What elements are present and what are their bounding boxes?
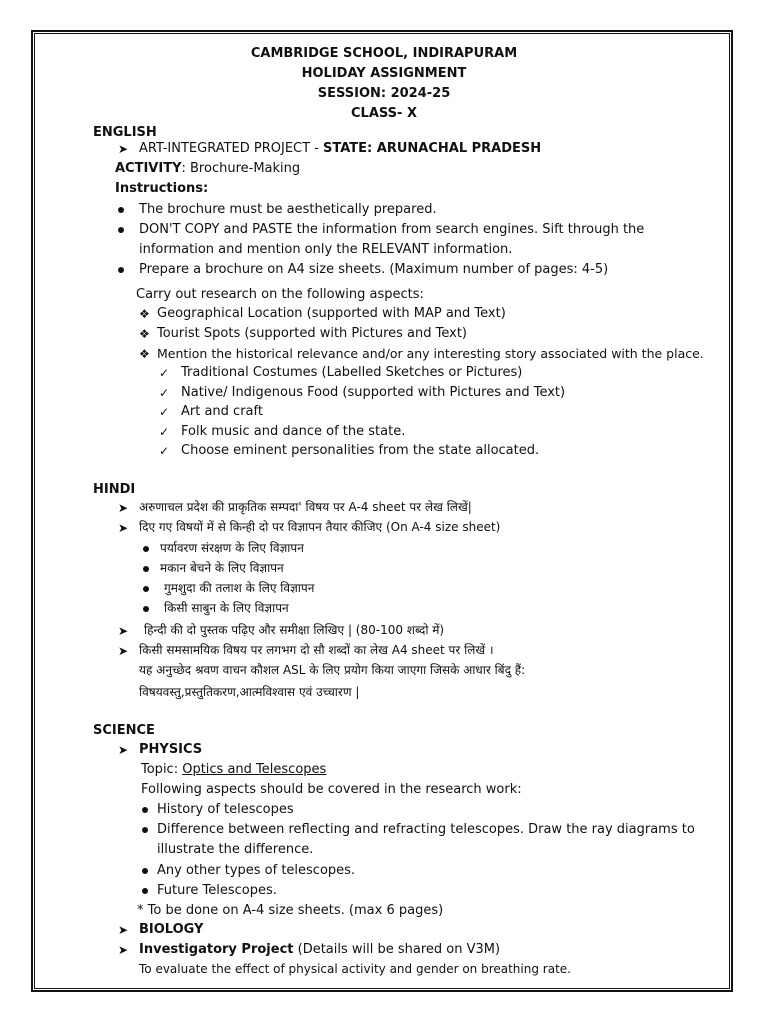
hindi-item: किसी समसामयिक विषय पर लगभग दो सौ शब्दों का लेख A4 sheet पर लिखें ।	[139, 643, 494, 657]
aspects-intro: Following aspects should be covered in the research work:	[141, 782, 522, 797]
english-bullet: DON'T COPY and PASTE the information from search engines. Sift through the	[139, 222, 645, 237]
physics-note: * To be done on A-4 size sheets. (max 6 pages)	[137, 903, 444, 918]
check-icon: ✓	[159, 444, 170, 458]
check-icon: ✓	[159, 425, 170, 439]
arrow-bullet-icon: ➤	[118, 142, 129, 156]
hindi-ad-item: किसी साबुन के लिए विज्ञापन	[164, 601, 289, 615]
bullet-dot-icon	[118, 207, 124, 213]
arrow-bullet-icon: ➤	[118, 521, 129, 535]
school-name: CAMBRIDGE SCHOOL, INDIRAPURAM	[250, 46, 518, 61]
class-line: CLASS- X	[351, 106, 417, 121]
bullet-dot-icon	[142, 888, 148, 894]
diamond-bullet-icon: ❖	[139, 327, 150, 341]
physics-bullet: Future Telescopes.	[157, 883, 277, 898]
assignment-title: HOLIDAY ASSIGNMENT	[301, 66, 467, 81]
arrow-bullet-icon: ➤	[118, 624, 129, 638]
physics-bullet: Any other types of telescopes.	[157, 863, 356, 878]
topic-line	[141, 762, 326, 778]
arrow-bullet-icon: ➤	[118, 644, 129, 658]
hindi-paragraph: विषयवस्तु,प्रस्तुतिकरण,आत्मविश्वास एवं उच्चारण |	[139, 685, 360, 699]
instructions-label: Instructions:	[115, 181, 209, 196]
activity-label: ACTIVITY	[115, 161, 182, 176]
check-icon: ✓	[159, 405, 170, 419]
check-icon: ✓	[159, 386, 170, 400]
english-bullet: The brochure must be aesthetically prepared.	[139, 202, 437, 217]
hindi-item: हिन्दी की दो पुस्तक पढ़िए और समीक्षा लिखिए | (80-100 शब्दो में)	[144, 623, 445, 637]
hindi-heading: HINDI	[93, 482, 136, 497]
bullet-dot-icon	[143, 606, 149, 612]
hindi-ad-item: पर्यावरण संरक्षण के लिए विज्ञापन	[160, 541, 304, 555]
bullet-dot-icon	[118, 227, 124, 233]
project-state: STATE: ARUNACHAL PRADESH	[323, 141, 542, 156]
english-project-line	[139, 141, 541, 157]
physics-bullet: Difference between reflecting and refracting telescopes. Draw the ray diagrams to	[157, 822, 695, 837]
investigatory-detail: (Details will be shared on V3M)	[293, 942, 501, 957]
arrow-bullet-icon: ➤	[118, 743, 129, 757]
topic-label: Topic:	[141, 762, 183, 777]
hindi-paragraph: यह अनुच्छेद श्रवण वाचन कौशल ASL के लिए प्रयोग किया जाएगा जिसके आधार बिंदु हैं:	[139, 663, 526, 677]
diamond-bullet-icon: ❖	[139, 307, 150, 321]
investigatory-label: Investigatory Project	[139, 942, 294, 957]
hindi-ad-item: मकान बेचने के लिए विज्ञापन	[160, 561, 284, 575]
activity-line	[115, 161, 300, 177]
physics-heading: PHYSICS	[139, 742, 203, 757]
physics-bullet: History of telescopes	[157, 802, 294, 817]
diamond-bullet-icon: ❖	[139, 347, 150, 361]
check-item: Art and craft	[181, 404, 263, 419]
check-icon: ✓	[159, 366, 170, 380]
investigatory-line	[139, 942, 500, 958]
english-bullet-continued: information and mention only the RELEVANT information.	[139, 242, 513, 257]
project-prefix: ART-INTEGRATED PROJECT -	[139, 141, 324, 156]
research-item: Mention the historical relevance and/or any interesting story associated with the place.	[157, 346, 704, 361]
biology-heading: BIOLOGY	[139, 922, 204, 937]
hindi-item: अरुणाचल प्रदेश की प्राकृतिक सम्पदा' विषय पर A-4 sheet पर लेख लिखें|	[139, 500, 472, 514]
english-bullet: Prepare a brochure on A4 size sheets. (Maximum number of pages: 4-5)	[139, 262, 609, 277]
check-item: Choose eminent personalities from the state allocated.	[181, 443, 540, 458]
arrow-bullet-icon: ➤	[118, 943, 129, 957]
hindi-item: दिए गए विषयों में से किन्ही दो पर विज्ञापन तैयार कीजिए (On A-4 size sheet)	[139, 520, 501, 534]
bullet-dot-icon	[142, 807, 148, 813]
bullet-dot-icon	[143, 546, 149, 552]
check-item: Folk music and dance of the state.	[181, 424, 406, 439]
bullet-dot-icon	[142, 868, 148, 874]
english-heading: ENGLISH	[93, 125, 157, 140]
bullet-dot-icon	[143, 566, 149, 572]
research-item: Tourist Spots (supported with Pictures and Text)	[157, 326, 467, 341]
bullet-dot-icon	[118, 267, 124, 273]
research-item: Geographical Location (supported with MAP and Text)	[157, 306, 506, 321]
bullet-dot-icon	[142, 827, 148, 833]
science-heading: SCIENCE	[93, 723, 155, 738]
check-item: Native/ Indigenous Food (supported with Pictures and Text)	[181, 385, 566, 400]
physics-bullet-continued: illustrate the difference.	[157, 842, 314, 857]
arrow-bullet-icon: ➤	[118, 501, 129, 515]
session-line: SESSION: 2024-25	[317, 86, 451, 101]
hindi-ad-item: गुमशुदा की तलाश के लिए विज्ञापन	[164, 581, 315, 595]
evaluate-text: To evaluate the effect of physical activity and gender on breathing rate.	[139, 962, 571, 976]
activity-value: : Brochure-Making	[181, 161, 301, 176]
topic-value: Optics and Telescopes	[182, 762, 327, 777]
check-item: Traditional Costumes (Labelled Sketches or Pictures)	[181, 365, 523, 380]
arrow-bullet-icon: ➤	[118, 923, 129, 937]
research-intro: Carry out research on the following aspects:	[136, 287, 424, 302]
bullet-dot-icon	[143, 586, 149, 592]
